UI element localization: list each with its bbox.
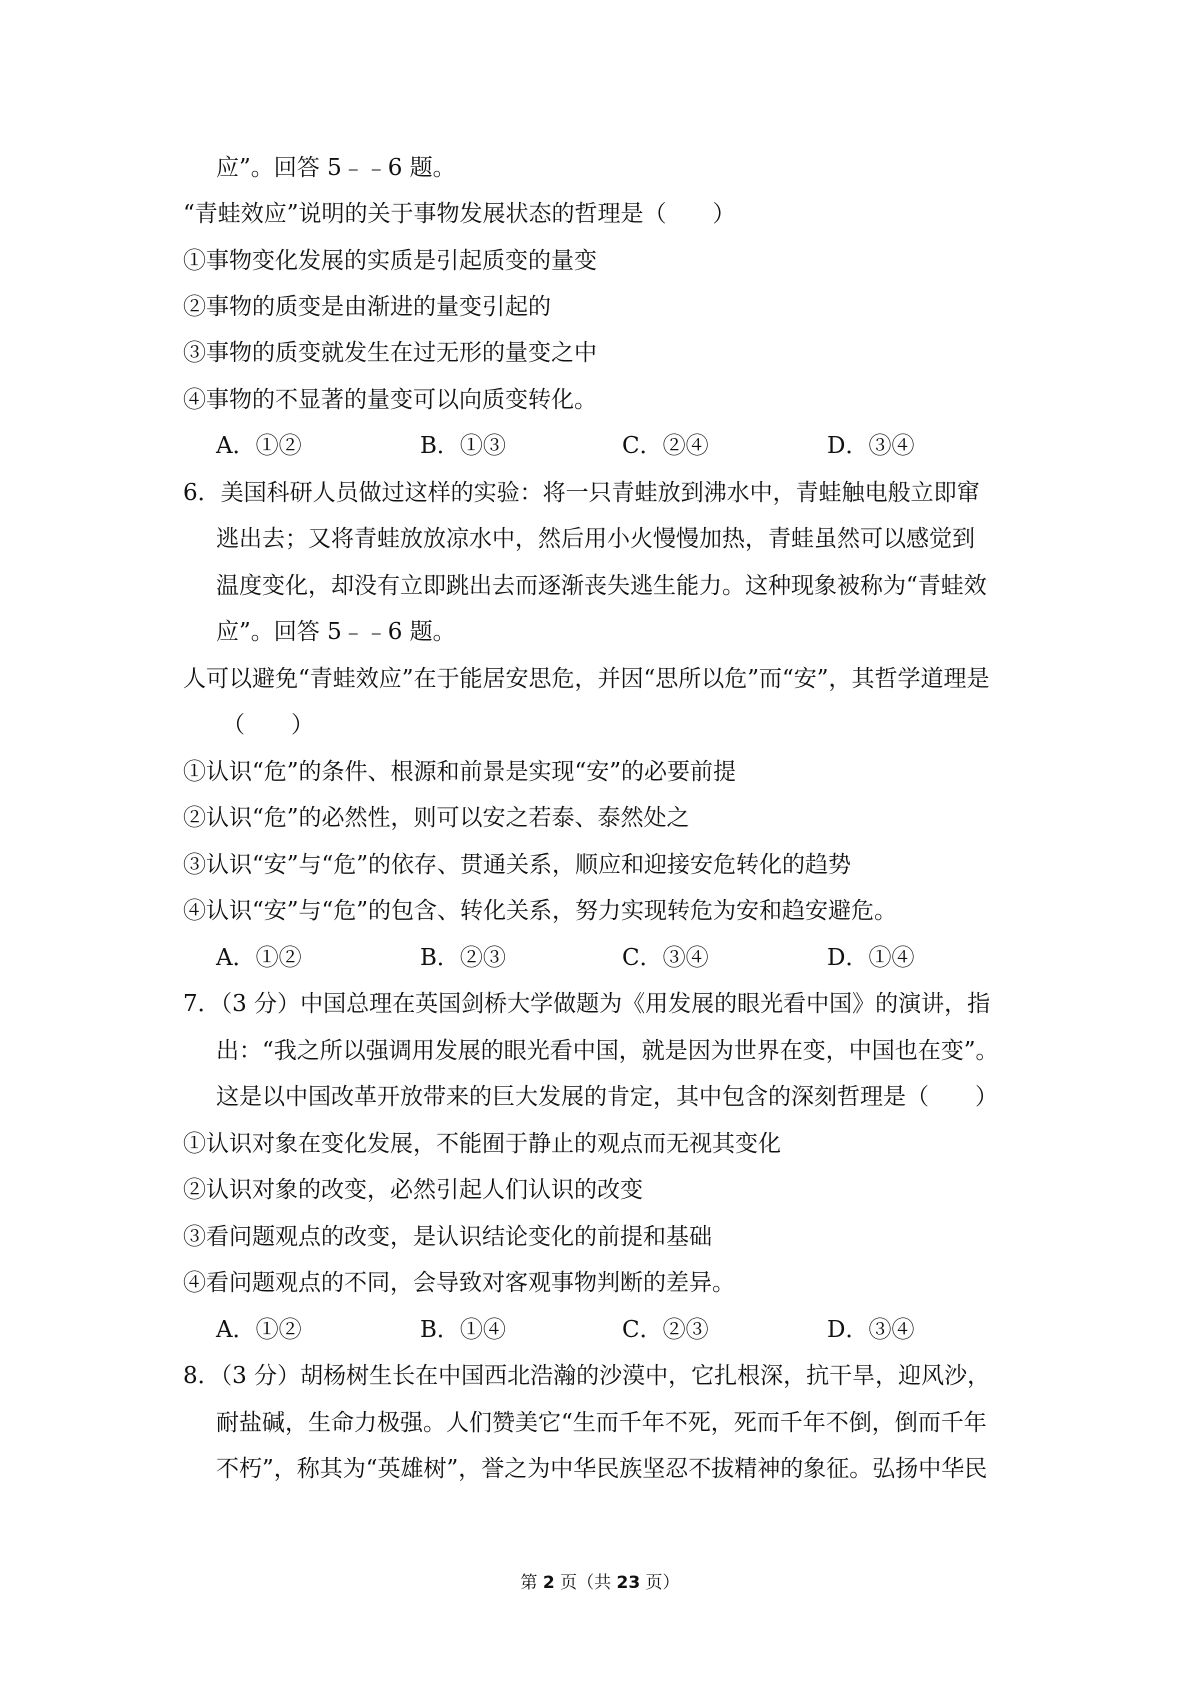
text-line: 应”。回答 5﹣﹣6 题。 <box>216 155 456 181</box>
answer-bracket: （ ） <box>222 712 314 738</box>
statement-4: ④认识“安”与“危”的包含、转化关系，努力实现转危为安和趋安避危。 <box>183 898 898 924</box>
page-footer <box>0 1572 1200 1594</box>
statement-3: ③事物的质变就发生在过无形的量变之中 <box>183 340 597 366</box>
text-line: 不朽”，称其为“英雄树”，誉之为中华民族坚忍不拔精神的象征。弘扬中华民 <box>216 1456 988 1482</box>
text-line: 温度变化，却没有立即跳出去而逐渐丧失逃生能力。这种现象被称为“青蛙效 <box>216 573 987 599</box>
option-a: A．①② <box>216 433 302 459</box>
statement-2: ②事物的质变是由渐进的量变引起的 <box>183 294 551 320</box>
statement-4: ④看问题观点的不同，会导致对客观事物判断的差异。 <box>183 1270 735 1296</box>
statement-2: ②认识对象的改变，必然引起人们认识的改变 <box>183 1177 643 1203</box>
option-b: B．①③ <box>420 433 506 459</box>
option-a: A．①② <box>216 1317 302 1343</box>
option-b: B．②③ <box>420 945 506 971</box>
statement-1: ①认识对象在变化发展，不能囿于静止的观点而无视其变化 <box>183 1131 781 1157</box>
option-d: D．①④ <box>827 945 915 971</box>
text-line: 出：“我之所以强调用发展的眼光看中国，就是因为世界在变，中国也在变”。 <box>216 1038 999 1064</box>
text-line: 应”。回答 5﹣﹣6 题。 <box>216 619 456 645</box>
text-line: 这是以中国改革开放带来的巨大发展的肯定，其中包含的深刻哲理是（ ） <box>216 1084 998 1110</box>
question-stem: 人可以避免“青蛙效应”在于能居安思危，并因“思所以危”而“安”，其哲学道理是 <box>183 666 990 692</box>
option-c: C．②③ <box>622 1317 709 1343</box>
text-line: 逃出去；又将青蛙放放凉水中，然后用小火慢慢加热，青蛙虽然可以感觉到 <box>216 526 975 552</box>
footer-suffix: 页） <box>640 1573 680 1593</box>
statement-1: ①事物变化发展的实质是引起质变的量变 <box>183 248 597 274</box>
option-a: A．①② <box>216 945 302 971</box>
option-c: C．②④ <box>622 433 709 459</box>
option-d: D．③④ <box>827 1317 915 1343</box>
question-7-line: 7．（3 分）中国总理在英国剑桥大学做题为《用发展的眼光看中国》的演讲，指 <box>183 991 991 1017</box>
footer-page-number: 2 <box>542 1573 555 1593</box>
statement-3: ③认识“安”与“危”的依存、贯通关系，顺应和迎接安危转化的趋势 <box>183 852 852 878</box>
question-6-line: 6．美国科研人员做过这样的实验：将一只青蛙放到沸水中，青蛙触电般立即窜 <box>183 480 980 506</box>
question-8-line: 8．（3 分）胡杨树生长在中国西北浩瀚的沙漠中，它扎根深，抗干旱，迎风沙， <box>183 1363 991 1389</box>
statement-3: ③看问题观点的改变，是认识结论变化的前提和基础 <box>183 1224 712 1250</box>
text-line: 耐盐碱，生命力极强。人们赞美它“生而千年不死，死而千年不倒，倒而千年 <box>216 1410 987 1436</box>
statement-2: ②认识“危”的必然性，则可以安之若泰、泰然处之 <box>183 805 690 831</box>
option-b: B．①④ <box>420 1317 506 1343</box>
statement-1: ①认识“危”的条件、根源和前景是实现“安”的必要前提 <box>183 759 737 785</box>
option-d: D．③④ <box>827 433 915 459</box>
question-stem: “青蛙效应”说明的关于事物发展状态的哲理是（ ） <box>183 201 736 227</box>
footer-total-pages: 23 <box>616 1573 641 1593</box>
footer-middle: 页（共 <box>554 1573 617 1593</box>
statement-4: ④事物的不显著的量变可以向质变转化。 <box>183 387 597 413</box>
option-c: C．③④ <box>622 945 709 971</box>
footer-prefix: 第 <box>520 1573 543 1593</box>
